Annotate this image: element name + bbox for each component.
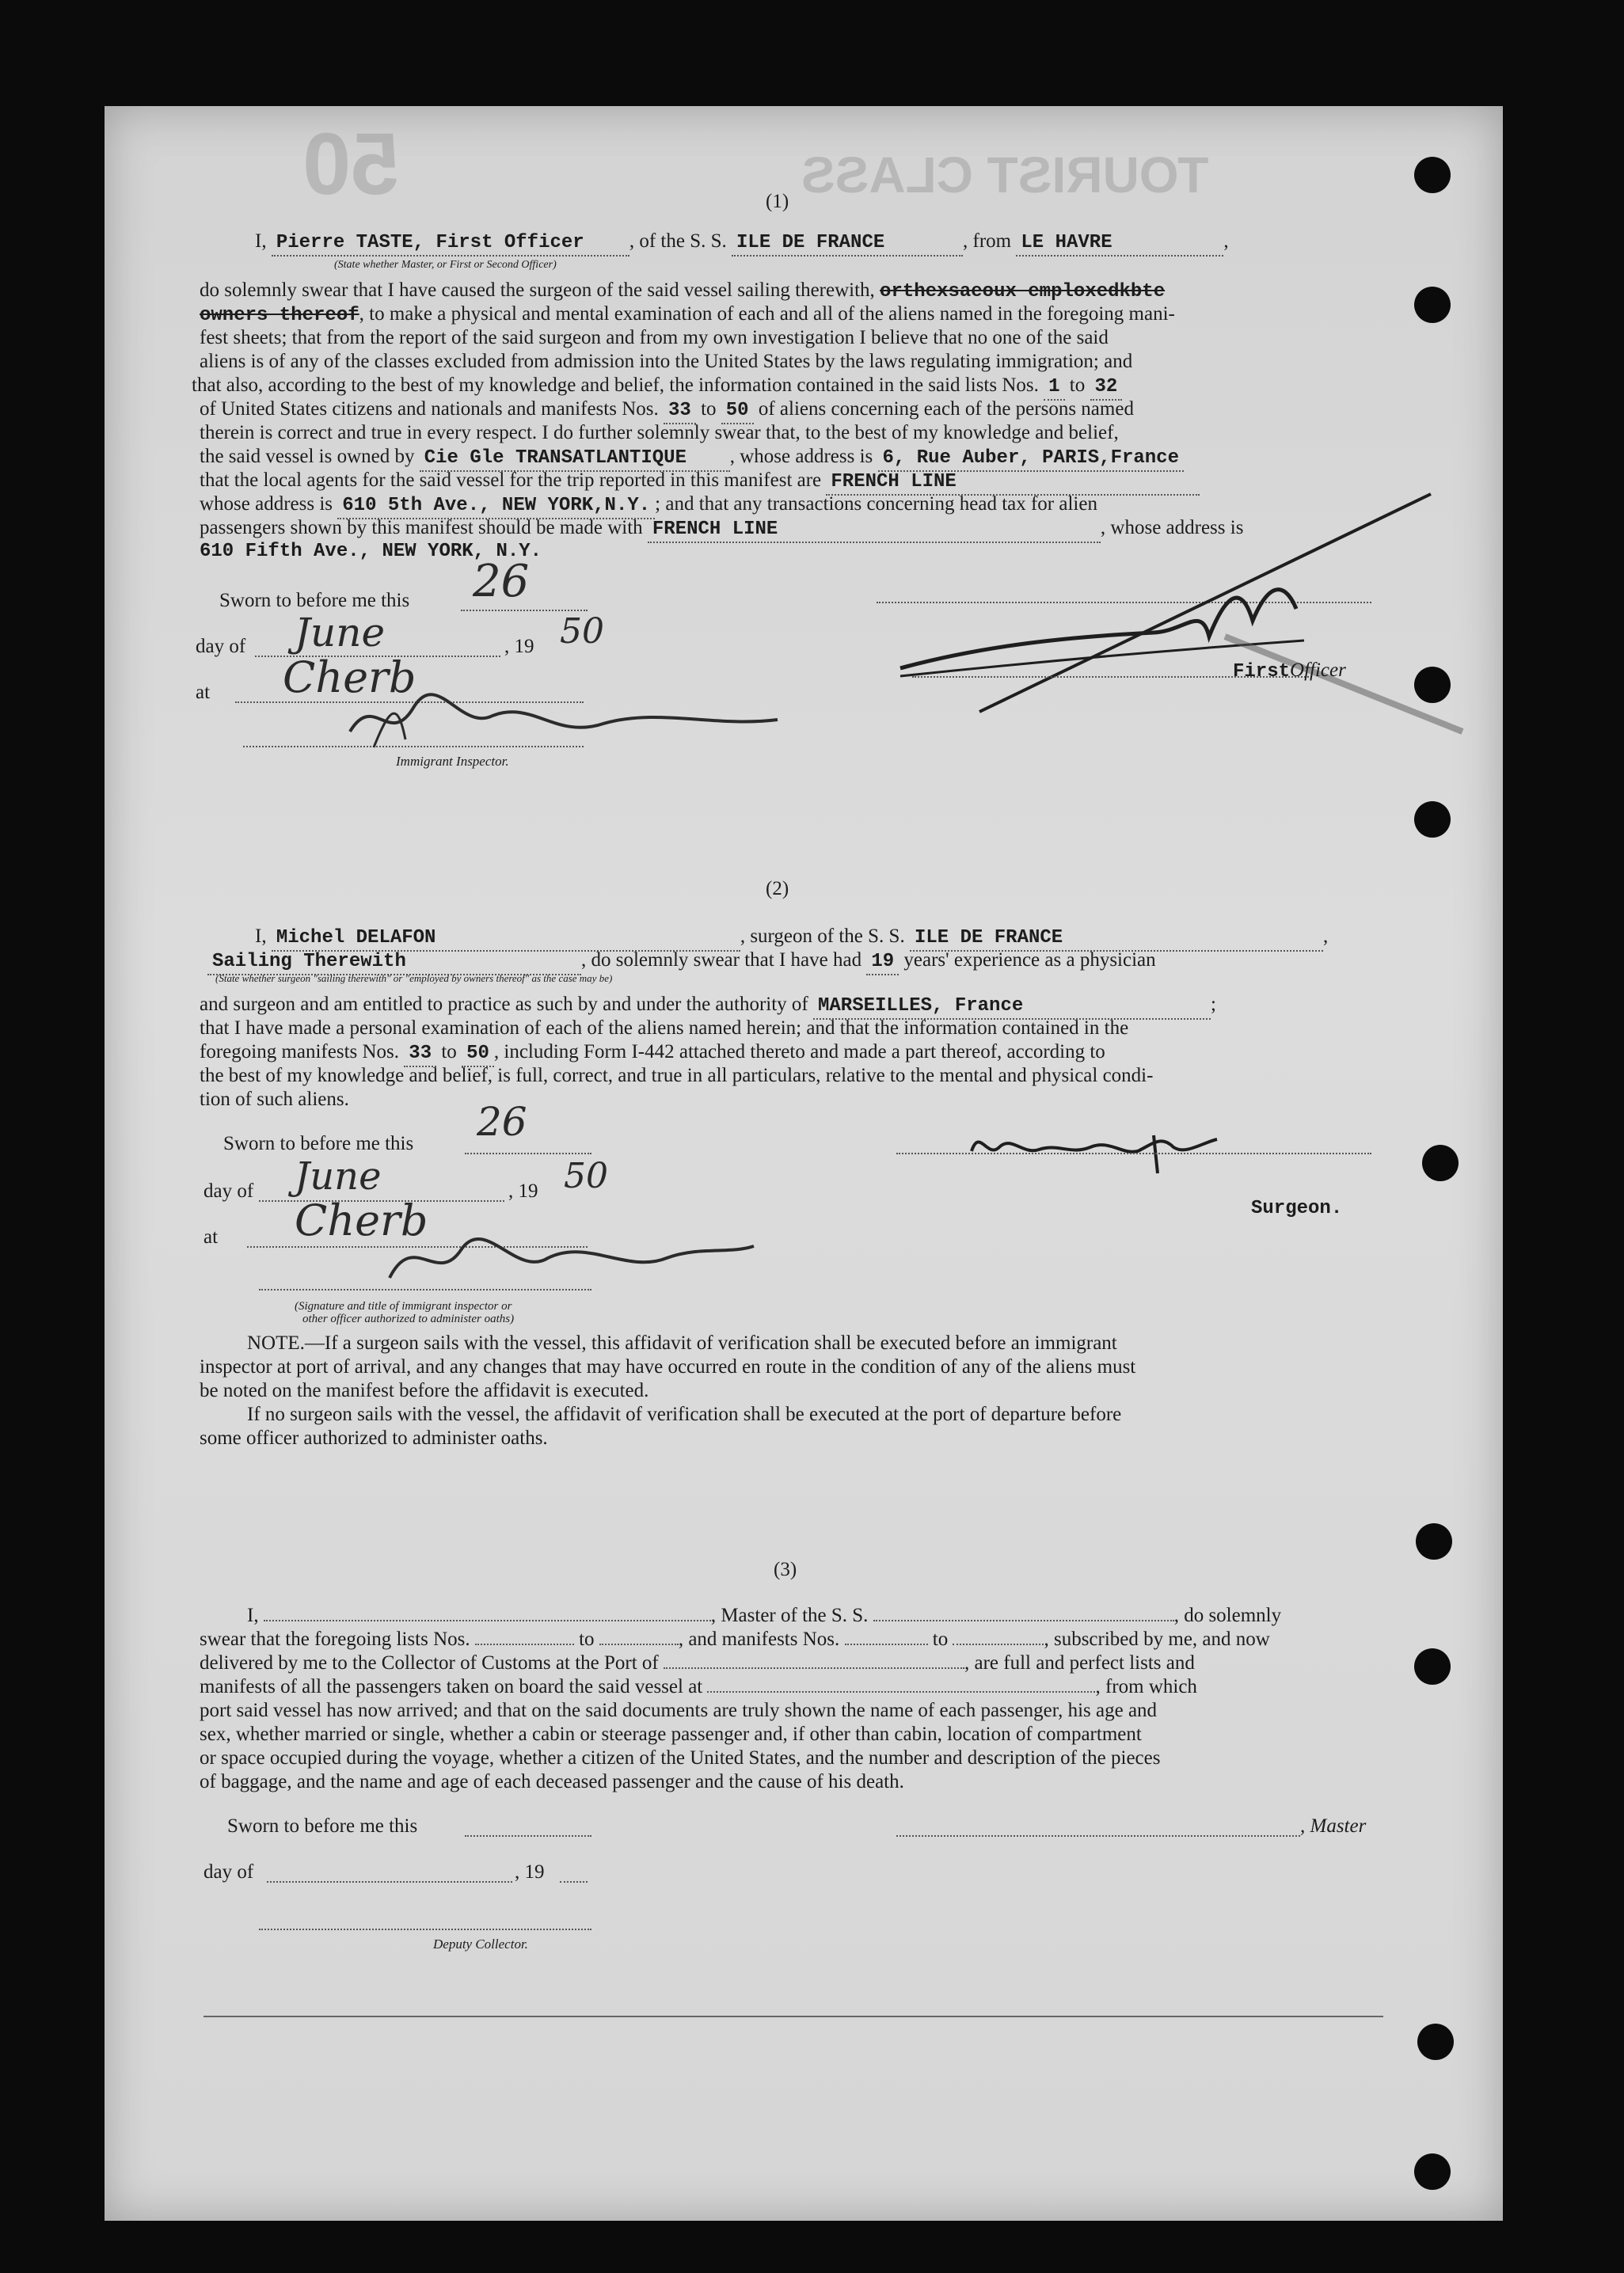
officer-name: Pierre TASTE, First Officer [272,231,629,257]
section2-year-prefix: , 19 [508,1180,538,1202]
vessel-name: ILE DE FRANCE [732,231,963,257]
officer-caption-line1: (Signature and title of immigrant inspector or [295,1300,512,1313]
binder-hole [1414,157,1451,193]
section2-at-label: at [203,1226,219,1248]
manifests-from: 33 [664,399,696,424]
section1-sworn-label: Sworn to before me this [219,590,410,611]
years-experience: 19 [866,950,899,975]
note-line1: NOTE.—If a surgeon sails with the vessel, this affidavit of verification shall be executed before an immigrant [247,1332,1117,1354]
section2-capacity-line: Sailing Therewith , do solemnly swear that I have had 19 years' experience as a physician [207,948,1156,975]
note-line3: be noted on the manifest before the affidavit is executed. [200,1380,649,1401]
section2-vessel-name: ILE DE FRANCE [910,926,1323,952]
section1-year-prefix: , 19 [504,636,534,657]
master-label: , Master [1300,1815,1367,1837]
section1-line8: the said vessel is owned by Cie Gle TRANSATLANTIQUE , whose address is 6, Rue Auber, PARIS,France [200,445,1184,472]
manifests-to: 50 [721,399,754,424]
officer-hint: (State whether Master, or First or Second Officer) [334,259,557,271]
section1-line9: that the local agents for the said vessel for the trip reported in this manifest are FRENCH LINE [200,469,1200,496]
head-tax-agent: FRENCH LINE [648,518,1101,543]
section3-number: (3) [774,1559,797,1580]
inspector-signature-2 [382,1222,762,1294]
lists-to: 32 [1090,375,1123,401]
section3-line5: port said vessel has now arrived; and that on the said documents are truly shown the name of each passenger, his age and [200,1700,1158,1721]
document-page [105,106,1503,2221]
agents-address: 610 5th Ave., NEW YORK,N.Y. [337,494,655,519]
section2-line5: the best of my knowledge and belief, is full, correct, and true in all particulars, relative to the mental and physical condi- [200,1065,1154,1086]
officer-caption-line2: other officer authorized to administer oaths) [302,1313,515,1325]
lists-from: 1 [1044,375,1064,401]
ghost-page-number: 50 [302,116,400,213]
section1-sworn-month: June [295,610,386,656]
section3-line8: of baggage, and the name and age of each deceased passenger and the cause of his death. [200,1771,904,1792]
section1-line11: passengers shown by this manifest should be made with FRENCH LINE , whose address is [200,516,1243,543]
binder-hole [1417,2024,1454,2060]
section1-line4: aliens is of any of the classes excluded from admission into the United States by the laws regulating immigration; and [200,351,1133,372]
section1-line2: owners thereof, to make a physical and mental examination of each and all of the aliens named in the foregoing mani- [200,303,1175,326]
section3-line1: I, , Master of the S. S. , do solemnly [247,1605,1282,1626]
section2-sworn-label: Sworn to before me this [223,1133,414,1154]
local-agents: FRENCH LINE [826,470,1200,496]
section2-line2: and surgeon and am entitled to practice as such by and under the authority of MARSEILLES, France ; [200,993,1216,1020]
section2-sworn-year: 50 [564,1156,608,1196]
capacity-hint: (State whether surgeon "sailing therewith" or "employed by owners thereof" as the case may be) [215,972,613,984]
owner-address: 6, Rue Auber, PARIS,France [878,447,1184,472]
vessel-owner: Cie Gle TRANSATLANTIQUE [420,447,730,472]
section2-at-place: Cherb [295,1195,428,1245]
section2-sworn-month: June [295,1154,382,1199]
section2-oath-line: I, Michel DELAFON , surgeon of the S. S. ILE DE FRANCE , [255,925,1328,952]
section2-line6: tion of such aliens. [200,1089,349,1110]
note-line5: some officer authorized to administer oaths. [200,1427,548,1449]
inspector-signature-1 [342,684,785,755]
surgeon-capacity: Sailing Therewith [207,950,581,975]
binder-hole [1416,1523,1452,1560]
section2-number: (2) [766,878,789,899]
deputy-collector-caption: Deputy Collector. [433,1937,528,1952]
binder-hole [1414,1648,1451,1685]
struck-text-a: orthexsaeoux emploxedkbte [880,281,1166,302]
departure-port: LE HAVRE [1016,231,1223,257]
section3-day-of-label: day of [203,1861,254,1883]
section2-manifests-to: 50 [462,1042,494,1067]
surgeon-name: Michel DELAFON [272,926,740,952]
section3-line3: delivered by me to the Collector of Customs at the Port of , are full and perfect lists and [200,1652,1195,1674]
binder-hole [1414,667,1451,703]
section1-line3: fest sheets; that from the report of the said surgeon and from my own investigation I believe that no one of the said [200,327,1109,348]
section2-line4: foregoing manifests Nos. 33 to 50 , including Form I-442 attached thereto and made a part thereof, according to [200,1040,1105,1067]
section3-line2: swear that the foregoing lists Nos. to , and manifests Nos. to , subscribed by me, and now [200,1629,1270,1650]
bottom-divider [203,2016,1383,2017]
first-officer-signature [892,549,1510,771]
section2-sworn-day: 26 [477,1099,527,1145]
section1-number: (1) [766,191,789,212]
section3-year-prefix: , 19 [515,1861,545,1883]
section2-manifests-from: 33 [404,1042,436,1067]
license-authority: MARSEILLES, France [813,994,1211,1020]
binder-hole [1414,287,1451,323]
binder-hole [1422,1145,1459,1181]
section1-sworn-year: 50 [560,611,604,652]
section1-at-place: Cherb [283,652,416,702]
section3-line4: manifests of all the passengers taken on board the said vessel at , from which [200,1676,1197,1697]
immigrant-inspector-caption: Immigrant Inspector. [396,754,509,769]
section1-at-label: at [196,682,211,703]
section1-line7: therein is correct and true in every respect. I do further solemnly swear that, to the best of my knowledge and belief, [200,422,1119,443]
binder-hole [1414,801,1451,838]
section1-day-of-label: day of [196,636,246,657]
section1-line10: whose address is 610 5th Ave., NEW YORK,N.Y. ; and that any transactions concerning head tax for alien [200,492,1097,519]
section1-line1: do solemnly swear that I have caused the surgeon of the said vessel sailing therewith, orthexsaeoux emploxedkbte [200,279,1166,302]
surgeon-signature [964,1119,1344,1175]
section3-line6: sex, whether married or single, whether a cabin or steerage passenger and, if other than cabin, location of compartment [200,1724,1142,1745]
binder-hole [1414,2153,1451,2190]
note-line2: inspector at port of arrival, and any changes that may have occurred en route in the condition of any of the aliens must [200,1356,1136,1378]
first-officer-title: FirstOfficer [1233,659,1346,682]
section1-sworn-day: 26 [473,556,530,607]
ghost-header-text: TOURIST CLASS [801,146,1209,203]
section1-line6: of United States citizens and nationals and manifests Nos. 33 to 50 of aliens concerning each of the persons named [200,397,1134,424]
section2-line3: that I have made a personal examination of each of the aliens named herein; and that the information contained in the [200,1017,1129,1039]
struck-text-b: owners thereof [200,305,359,326]
head-tax-address: 610 Fifth Ave., NEW YORK, N.Y. [200,541,542,562]
section1-oath-line: I, Pierre TASTE, First Officer , of the S. S. ILE DE FRANCE , from LE HAVRE , [255,230,1229,257]
section1-line5: that also, according to the best of my knowledge and belief, the information contained in the said lists Nos. 1 to 32 [192,374,1122,401]
note-line4: If no surgeon sails with the vessel, the affidavit of verification shall be executed at the port of departure before [247,1404,1122,1425]
section2-day-of-label: day of [203,1180,254,1202]
section3-sworn-label: Sworn to before me this [227,1815,418,1837]
surgeon-title: Surgeon. [1251,1198,1343,1219]
section3-line7: or space occupied during the voyage, whether a citizen of the United States, and the number and description of the pieces [200,1747,1161,1769]
